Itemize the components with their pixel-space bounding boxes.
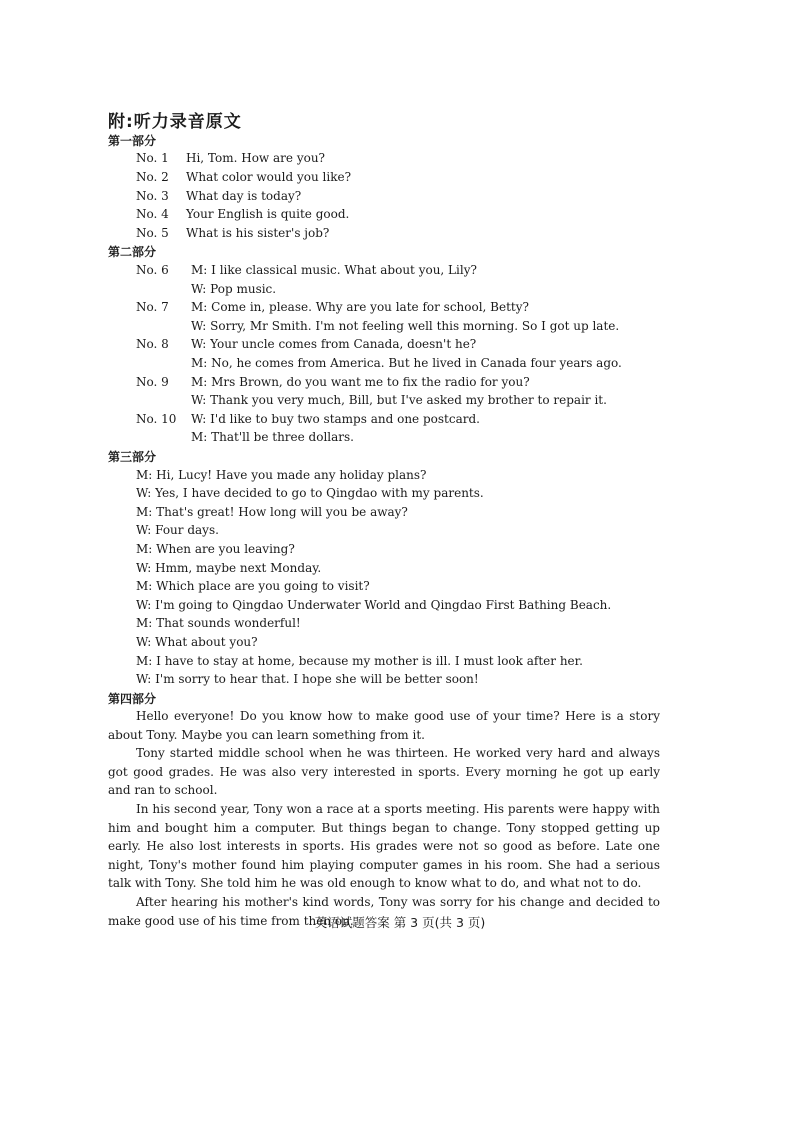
passage <box>108 707 660 930</box>
dialogue-line: M: I have to stay at home, because my mother is ill. I must look after her. <box>136 654 583 668</box>
dialogue-line: M: That's great! How long will you be away? <box>136 505 408 519</box>
dialogue-line: W: I'd like to buy two stamps and one postcard. <box>191 412 480 426</box>
item-number: No. 3 <box>136 189 169 203</box>
dialogue-line: W: I'm going to Qingdao Underwater World and Qingdao First Bathing Beach. <box>136 598 612 612</box>
dialogue-line: W: Pop music. <box>191 282 277 296</box>
page-footer: 英语试题答案 第 3 页(共 3 页) <box>314 915 486 930</box>
item-text: What day is today? <box>186 189 302 203</box>
dialogue-line: M: I like classical music. What about you, Lily? <box>191 263 477 277</box>
section-heading-part3: 第三部分 <box>108 450 157 464</box>
item-number: No. 8 <box>136 337 169 351</box>
dialogue-line: W: I'm sorry to hear that. I hope she will be better soon! <box>136 672 479 686</box>
dialogue-line: W: Your uncle comes from Canada, doesn't he? <box>191 337 477 351</box>
item-text: What is his sister's job? <box>186 226 330 240</box>
dialogue-line: W: Sorry, Mr Smith. I'm not feeling well this morning. So I got up late. <box>191 319 620 333</box>
section-heading-part1: 第一部分 <box>108 134 157 148</box>
dialogue-line: W: Thank you very much, Bill, but I've asked my brother to repair it. <box>191 393 607 407</box>
dialogue-line: M: When are you leaving? <box>136 542 295 556</box>
item-number: No. 9 <box>136 375 169 389</box>
dialogue-line: W: Four days. <box>136 523 219 537</box>
dialogue-line: M: That'll be three dollars. <box>191 430 354 444</box>
item-number: No. 10 <box>136 412 177 426</box>
dialogue-line: M: No, he comes from America. But he lived in Canada four years ago. <box>191 356 622 370</box>
item-text: What color would you like? <box>186 170 351 184</box>
dialogue-line: M: That sounds wonderful! <box>136 616 301 630</box>
document-title: 附:听力录音原文 <box>108 112 242 132</box>
passage-paragraph: In his second year, Tony won a race at a sports meeting. His parents were happy with him and bought him a computer. But things began to change. Tony stopped getting up early. He also lost interests in sports. His grades were not so good as before. Late one night, Tony's mother found him playing computer games in his room. She had a serious talk with Tony. She told him he was old enough to know what to do, and what not to do. <box>108 801 660 891</box>
item-number: No. 5 <box>136 226 169 240</box>
item-number: No. 4 <box>136 207 169 221</box>
item-number: No. 1 <box>136 151 169 165</box>
item-number: No. 7 <box>136 300 169 314</box>
dialogue-line: M: Mrs Brown, do you want me to fix the radio for you? <box>191 375 530 389</box>
dialogue-line: M: Hi, Lucy! Have you made any holiday plans? <box>136 468 427 482</box>
passage-paragraph: Hello everyone! Do you know how to make good use of your time? Here is a story about Tony. Maybe you can learn something from it. <box>108 709 660 742</box>
dialogue-line: M: Come in, please. Why are you late for school, Betty? <box>191 300 529 314</box>
dialogue-line: W: Yes, I have decided to go to Qingdao with my parents. <box>136 486 484 500</box>
passage-paragraph: Tony started middle school when he was thirteen. He worked very hard and always got good grades. He was also very interested in sports. Every morning he got up early and ran to school. <box>108 746 660 798</box>
item-number: No. 2 <box>136 170 169 184</box>
item-text: Hi, Tom. How are you? <box>186 151 325 165</box>
dialogue-line: W: Hmm, maybe next Monday. <box>136 561 322 575</box>
section-heading-part4: 第四部分 <box>108 692 157 706</box>
section-heading-part2: 第二部分 <box>108 245 157 259</box>
item-text: Your English is quite good. <box>186 207 350 221</box>
dialogue-line: M: Which place are you going to visit? <box>136 579 370 593</box>
passage-paragraph: After hearing his mother's kind words, Tony was sorry for his change and decided to make good use of his time from then on. <box>108 894 660 928</box>
dialogue-line: W: What about you? <box>136 635 258 649</box>
item-number: No. 6 <box>136 263 169 277</box>
